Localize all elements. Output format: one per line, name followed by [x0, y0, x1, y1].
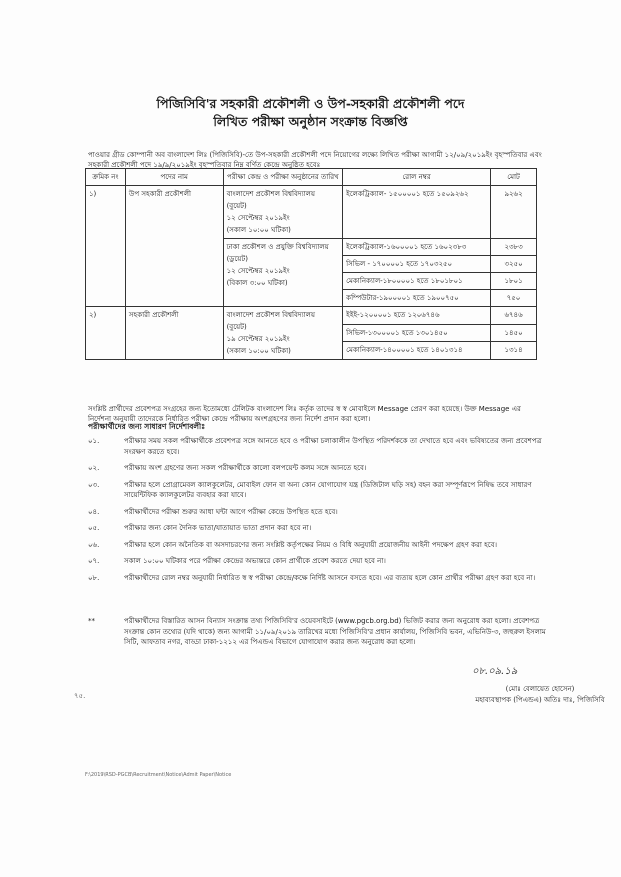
total-cell: ৬৭৪৬	[491, 307, 537, 325]
header-post: পদের নাম	[125, 169, 223, 186]
website-note	[88, 616, 548, 648]
total-cell: ৩২৫০	[491, 256, 537, 273]
serial-cell: ১)	[86, 186, 126, 307]
instruction-text: পরীক্ষার হলে কোন অনৈতিক বা অসদাচরণের জন্য সংশ্লিষ্ট কর্তৃপক্ষের নিয়ম ও বিধি অনুযায়ী প্রয়োজনীয় আইনী পদক্ষেপ গ্রহণ করা হবে।	[124, 540, 497, 549]
exam-schedule-table	[85, 168, 537, 360]
instruction-number: ০৮.	[88, 573, 100, 582]
list-item	[88, 573, 548, 584]
venue-cell	[223, 239, 343, 307]
venue-time: (বিকাল ৩:০০ ঘটিকা)	[226, 279, 288, 287]
table-row	[86, 186, 537, 239]
table-header-row	[86, 169, 537, 186]
instruction-number: ০৭.	[88, 557, 100, 565]
venue-time: (সকাল ১০:০০ ঘটিকা)	[226, 226, 291, 234]
list-item	[88, 436, 548, 457]
post-cell: সহকারী প্রকৌশলী	[125, 307, 223, 360]
roll-cell: কম্পিউটার-১৯০০০০১ হতে ১৯০০৭৫০	[343, 290, 491, 307]
roll-cell: সিভিল - ১৭০০০০১ হতে ১৭০৩২৫০	[343, 256, 491, 273]
instruction-text: পরীক্ষায় অংশ গ্রহণের জন্য সকল পরীক্ষার্থীকে কালো বলপয়েন্ট কলম সঙ্গে আনতে হবে।	[124, 464, 367, 472]
list-item	[88, 480, 548, 501]
list-item	[88, 507, 548, 518]
instruction-number: ০৩.	[88, 480, 100, 489]
venue-short: (বুয়েট)	[226, 202, 247, 210]
notice-title-line1: পিজিসিবি'র সহকারী প্রকৌশলী ও উপ-সহকারী প্রকৌশলী পদে	[156, 96, 465, 111]
signer-block	[470, 684, 610, 706]
list-item	[88, 556, 548, 567]
note-marker: **	[88, 617, 95, 625]
header-roll: রোল নম্বর	[343, 169, 491, 186]
list-item	[88, 540, 548, 551]
total-cell: ২৩৮৩	[491, 239, 537, 256]
instructions-heading: পরীক্ষার্থীদের জন্য সাধারণ নির্দেশাবলীঃ	[88, 422, 206, 431]
venue-name: বাংলাদেশ প্রকৌশল বিশ্ববিদ্যালয়	[226, 311, 316, 319]
table-row	[86, 307, 537, 325]
venue-date: ১২ সেপ্টেম্বর ২০১৯ইং	[226, 267, 290, 275]
instruction-text: পরীক্ষার সময় সকল পরীক্ষার্থীকে প্রবেশপত্র সঙ্গে আনতে হবে ও পরীক্ষা চলাকালীন উপস্থিত পরিদর্শককে তা দেখাতে হবে এবং ভবিষ্যতের জন্য প্রবেশপত্র সংরক্ষণ করতে হবে।	[124, 437, 542, 456]
venue-name: বাংলাদেশ প্রকৌশল বিশ্ববিদ্যালয়	[226, 190, 316, 198]
margin-mark: ৭৫.	[74, 692, 86, 700]
instruction-text: সকাল ১০:০০ ঘটিকার পরে পরীক্ষা কেন্দ্রের অভ্যন্তরে কোন প্রার্থীকে প্রবেশ করতে দেয়া হবে না।	[124, 557, 386, 565]
list-item	[88, 463, 548, 474]
instruction-text: পরীক্ষার্থীদের পরীক্ষা শুরুর আধা ঘন্টা আগে পরীক্ষা কেন্দ্রে উপস্থিত হতে হবে।	[124, 507, 338, 516]
roll-cell: মেকানিক্যাল-১৮০০০০১ হতে ১৮০১৮০১	[343, 273, 491, 290]
website-note-text: পরীক্ষার্থীদের বিস্তারিত আসন বিন্যাস সংক্রান্ত তথ্য পিজিসিবি'র ওয়েবসাইটে (www.pgcb.org.bd) ভিজিট করার জন্য অনুরোধ করা হলো। প্রবেশপত্র সংক্রান্ত কোন তথ্যের (যদি থাকে) জন্য আগামী ১১/০৯/২০১৯ তারিখের মধ্যে পিজিসিবি'র প্রধান কার্যালয়, পিজিসিবি ভবন, এভিনিউ-৩, জহুরুল ইসলাম সিটি, আফতাব নগর, বাড্ডা ঢাকা-১২১২ এর পিএন্ডএ বিভাগে যোগাযোগ করার জন্য অনুরোধ করা হলো।	[124, 617, 546, 646]
instruction-text: পরীক্ষার্থীদের রোল নম্বর অনুযায়ী নির্ধারিত স্ব স্ব পরীক্ষা কেন্দ্রে/কক্ষে নির্দিষ্ট আসনে বসতে হবে। এর ব্যত্যয় হলে কোন প্রার্থীর পরীক্ষা গ্রহণ করা হবে না।	[124, 573, 536, 582]
serial-cell: ২)	[86, 307, 126, 360]
total-cell: ৯২৬২	[491, 186, 537, 239]
roll-cell: মেকানিক্যাল-১৪০০০০১ হতে ১৪০১৩১৪	[343, 342, 491, 360]
venue-short: (ডুয়েট)	[226, 255, 248, 263]
instruction-number: ০২.	[88, 464, 100, 472]
header-serial: ক্রমিক নং	[86, 169, 126, 186]
post-cell: উপ সহকারী প্রকৌশলী	[125, 186, 223, 307]
file-path-footer: F:\2019\RSD-PGCB\Recruitment\Notice\Admit Paper\Notice	[85, 772, 232, 778]
roll-cell: ইলেকট্রিক্যাল-১৬০০০০১ হতে ১৬০২৩৮৩	[343, 239, 491, 256]
instruction-number: ০৬.	[88, 540, 100, 549]
sms-note: সংশ্লিষ্ট প্রার্থীদের প্রবেশপত্র সংগ্রহের জন্য ইতোমধ্যে টেলিটক বাংলাদেশ লিঃ কর্তৃক তাদের স্ব স্ব মোবাইলে Message প্রেরণ করা হয়েছে। উক্ত Message এর নির্দেশনা অনুযায়ী তাদেরকে নির্ধারিত পরীক্ষা কেন্দ্রে পরীক্ষায় অংশগ্রহণের জন্য নির্দেশ প্রদান করা হলো।	[88, 405, 521, 423]
venue-name: ঢাকা প্রকৌশল ও প্রযুক্তি বিশ্ববিদ্যালয়	[226, 243, 329, 251]
total-cell: ১৩১৪	[491, 342, 537, 360]
signer-designation: মহাব্যবস্থাপক (পিএন্ডএ) অতিঃ দাঃ, পিজিসিবি	[475, 696, 605, 704]
venue-time: (সকাল ১০:০০ ঘটিকা)	[226, 347, 291, 355]
instruction-number: ০৪.	[88, 507, 100, 516]
instruction-text: পরীক্ষার হলে প্রোগ্রামেবল ক্যালকুলেটর, মোবাইল ফোন বা অন্য কোন যোগাযোগ যন্ত্র (ডিজিটাল ঘড়ি সহ) বহন করা সম্পূর্ণরূপে নিষিদ্ধ তবে সাধারণ সায়েন্টিফিক ক্যালকুলেটর ব্যবহার করা যাবে।	[124, 480, 532, 499]
venue-date: ১৯ সেপ্টেম্বর ২০১৯ইং	[226, 335, 290, 343]
signer-name: (মোঃ বেলায়েত হোসেন)	[505, 685, 575, 693]
instruction-number: ০৫.	[88, 524, 100, 532]
venue-short: (বুয়েট)	[226, 323, 247, 331]
list-item	[88, 523, 548, 534]
header-venue-date: পরীক্ষা কেন্দ্র ও পরীক্ষা অনুষ্ঠানের তারিখ	[223, 169, 343, 186]
roll-cell: ইইই-১২০০০০১ হতে ১২০৬৭৪৬	[343, 307, 491, 325]
intro-paragraph: পাওয়ার গ্রীড কোম্পানী অব বাংলাদেশ লিঃ (পিজিসিবি)-তে উপ-সহকারী প্রকৌশলী পদে নিয়োগের লক্ষ্যে লিখিত পরীক্ষা আগামী ১২/০৯/২০১৯ইং বৃহস্পতিবার এবং সহকারী প্রকৌশলী পদে ১৯/৯/২০১৯ইং বৃহস্পতিবার নিম্ন বর্ণিত কেন্দ্রে অনুষ্ঠিত হবেঃ	[88, 151, 542, 169]
instructions-list	[88, 436, 548, 589]
notice-title-line2: লিখিত পরীক্ষা অনুষ্ঠান সংক্রান্ত বিজ্ঞপ্তি	[213, 114, 408, 129]
roll-cell: সিভিল-১৩০০০০১ হতে ১৩০১৪৫০	[343, 324, 491, 342]
total-cell: ১৪৫০	[491, 324, 537, 342]
instruction-text: পরীক্ষার জন্য কোন দৈনিক ভাতা/যাতায়াত ভাতা প্রদান করা হবে না।	[124, 524, 312, 532]
instruction-number: ০১.	[88, 437, 100, 445]
venue-date: ১২ সেপ্টেম্বর ২০১৯ইং	[226, 214, 290, 222]
signature-mark: ০৮.০৯.১৯	[472, 666, 518, 677]
total-cell: ১৮০১	[491, 273, 537, 290]
header-total: মোট	[491, 169, 537, 186]
venue-cell	[223, 307, 343, 360]
roll-cell: ইলেকট্রিক্যাল- ১৫০০০০১ হতে ১৫০৯২৬২	[343, 186, 491, 239]
venue-cell	[223, 186, 343, 239]
total-cell: ৭৫০	[491, 290, 537, 307]
